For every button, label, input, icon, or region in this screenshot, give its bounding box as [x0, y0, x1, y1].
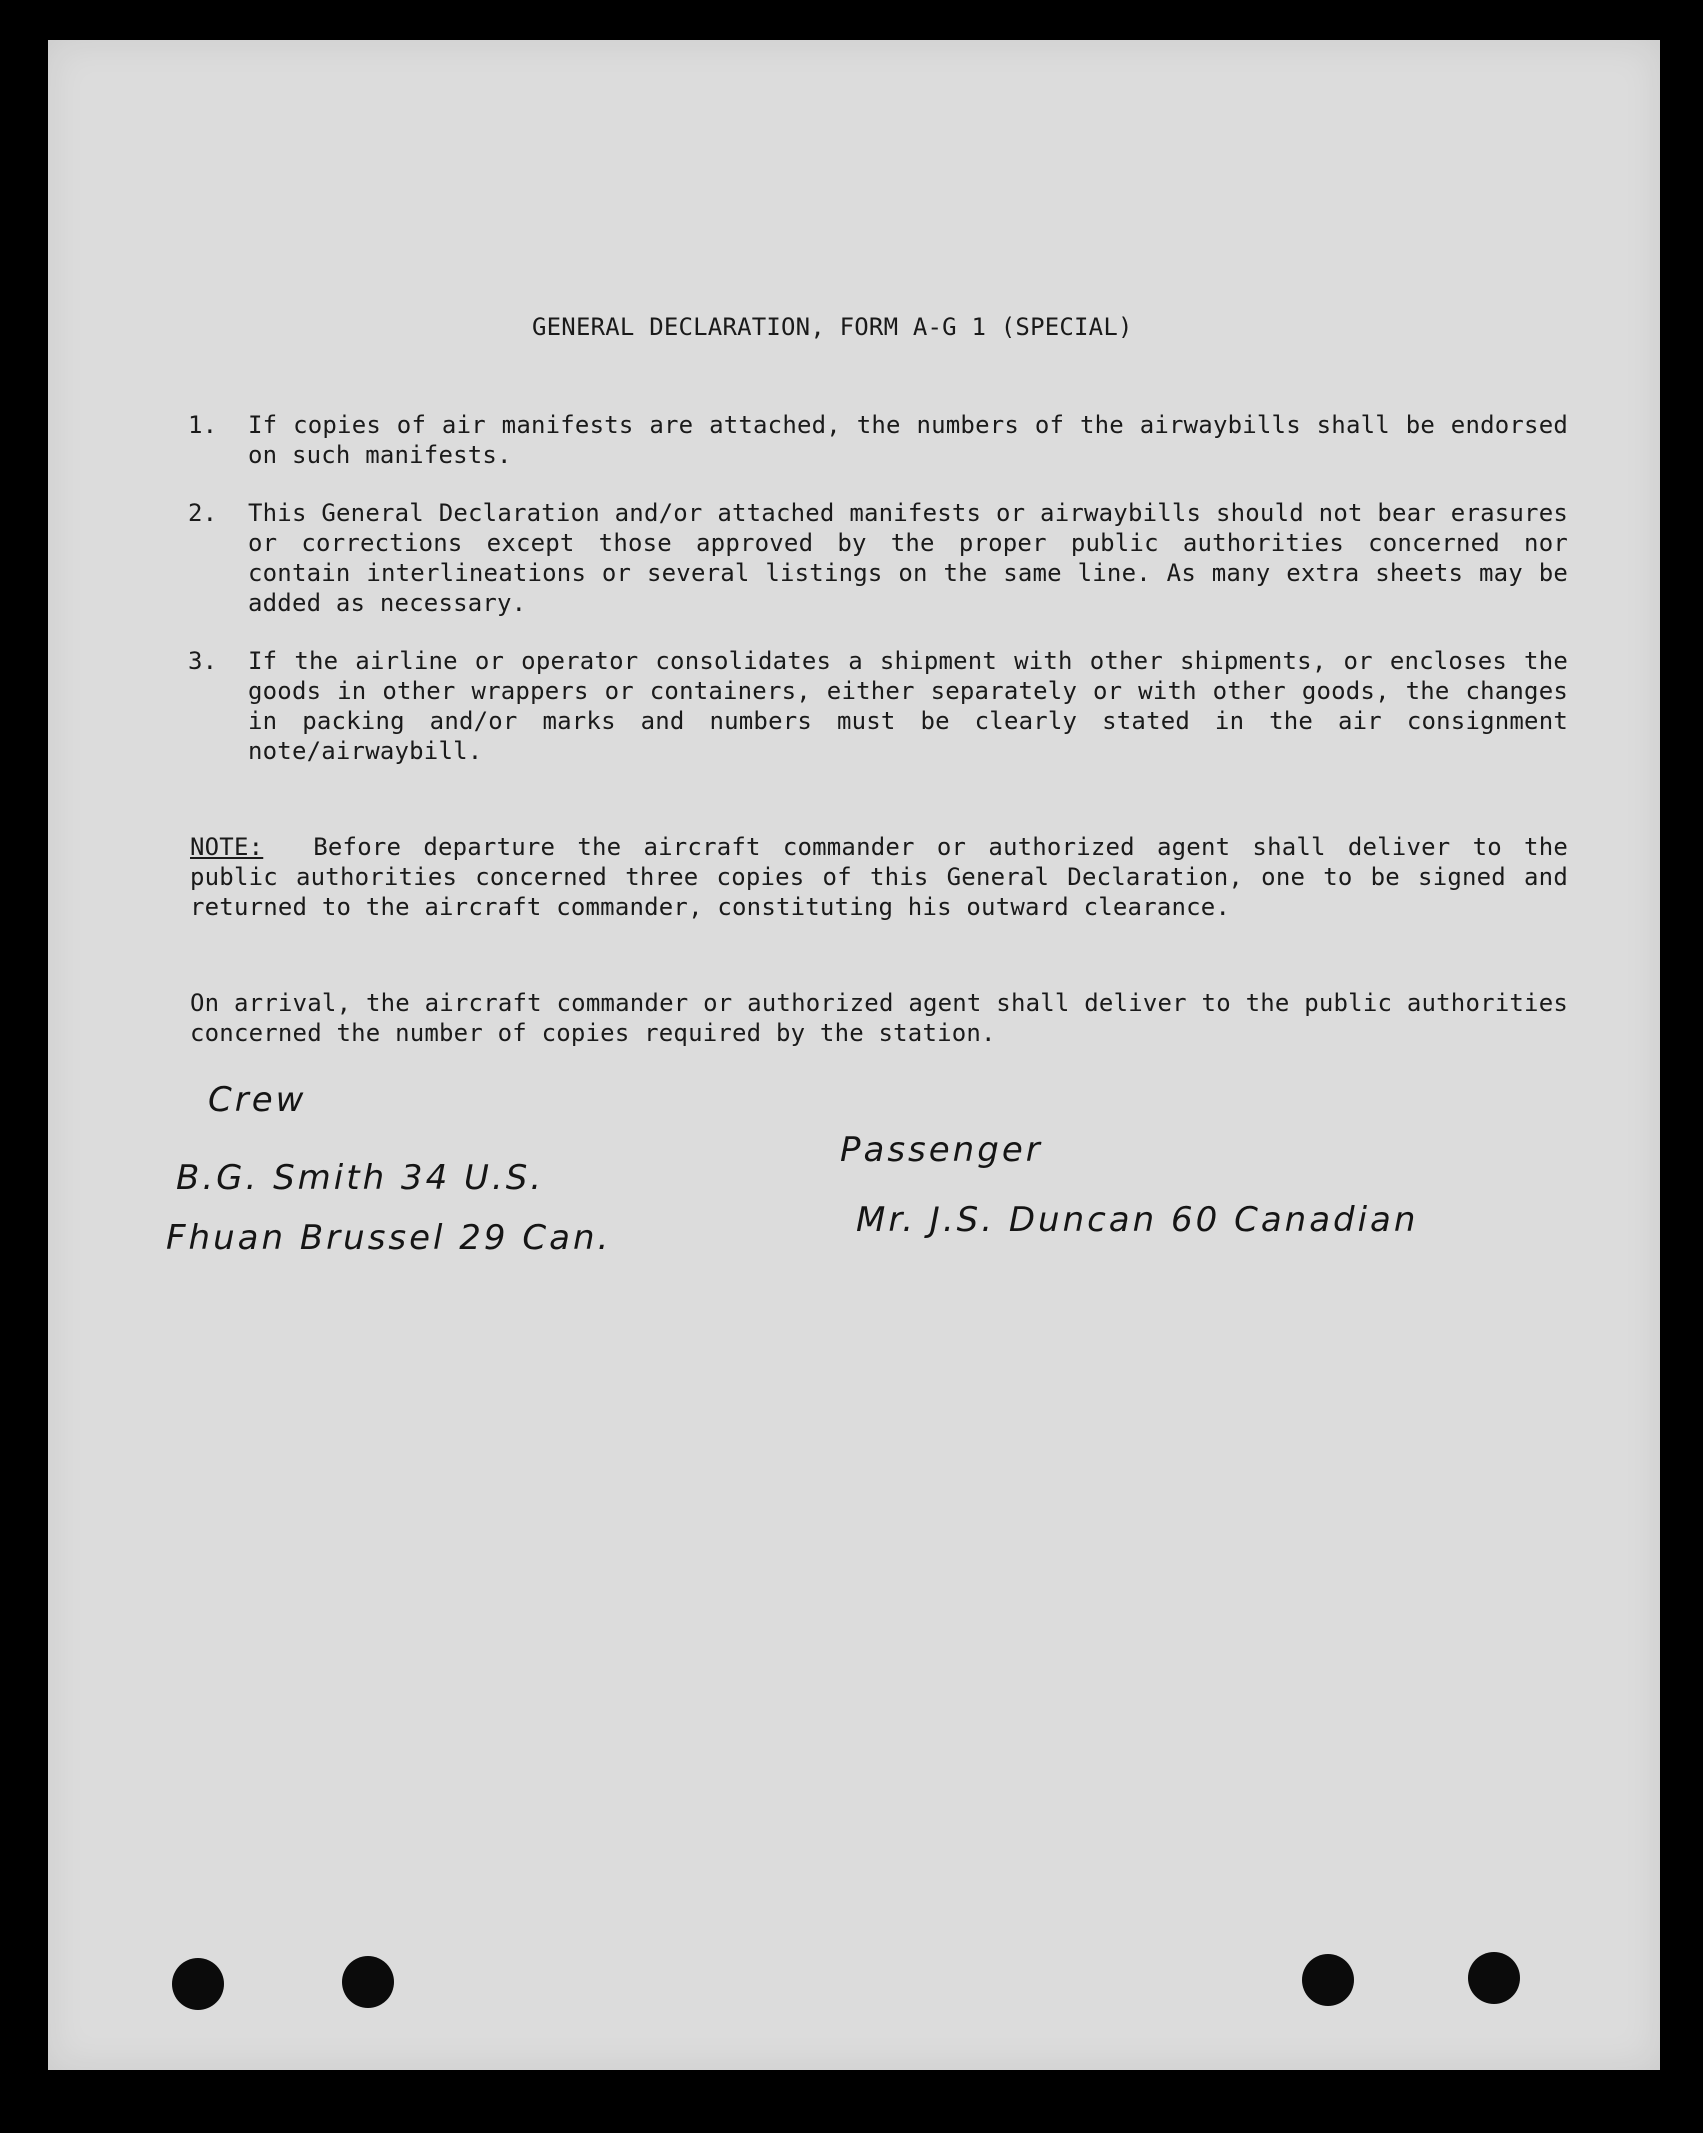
item-number: 3. [188, 647, 218, 675]
item-number: 1. [188, 411, 218, 439]
list-item-1 [188, 410, 1568, 470]
item-text: If the airline or operator consolidates a shipment with other shipments, or encloses the goods in other wrappers or containers, either separately or with other goods, the changes in packing and/or marks and numbers must be clearly stated in the air consignment note/airwaybill. [248, 647, 1568, 765]
item-number: 2. [188, 499, 218, 527]
crew-heading: Crew [208, 1080, 307, 1120]
note-label: NOTE: [190, 833, 264, 861]
punch-hole [172, 1958, 224, 2010]
crew-entry-1: B.G. Smith 34 U.S. [176, 1158, 545, 1198]
bleed-through-text [468, 120, 482, 148]
note-text: Before departure the aircraft commander or authorized agent shall deliver to the public authorities concerned three copies of this General Declaration, one to be signed and returned to the aircraft commander, constituting his outward clearance. [190, 833, 1568, 921]
punch-hole [1468, 1952, 1520, 2004]
punch-hole [342, 1956, 394, 2008]
arrival-paragraph: On arrival, the aircraft commander or authorized agent shall deliver to the public authorities concerned the number of copies required by the station. [190, 989, 1568, 1047]
crew-entry-2: Fhuan Brussel 29 Can. [166, 1218, 612, 1258]
form-title: GENERAL DECLARATION, FORM A-G 1 (SPECIAL) [532, 313, 1133, 341]
punch-hole [1302, 1954, 1354, 2006]
item-text: This General Declaration and/or attached manifests or airwaybills should not bear erasures or corrections except those approved by the proper public authorities concerned nor contain interlineations or several listings on the same line. As many extra sheets may be added as necessary. [248, 499, 1568, 617]
passenger-entry-1: Mr. J.S. Duncan 60 Canadian [856, 1200, 1419, 1240]
list-item-3 [188, 646, 1568, 766]
item-text: If copies of air manifests are attached, the numbers of the airwaybills shall be endorsed on such manifests. [248, 411, 1568, 469]
note-paragraph [190, 832, 1568, 922]
passenger-heading: Passenger [840, 1130, 1043, 1170]
list-item-2 [188, 498, 1568, 618]
document-page [48, 40, 1660, 2070]
